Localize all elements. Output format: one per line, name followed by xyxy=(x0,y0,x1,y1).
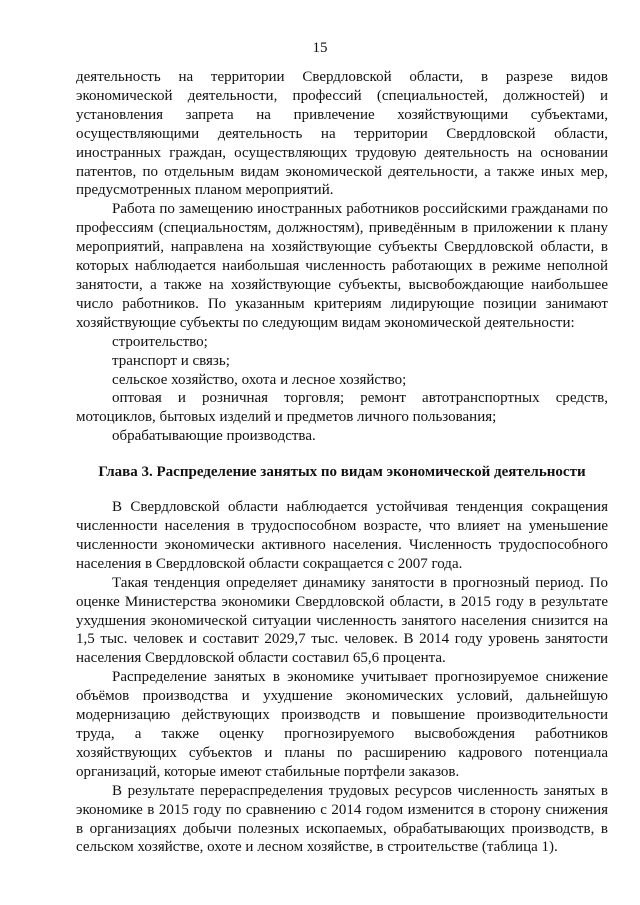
document-body xyxy=(76,68,608,857)
list-item: оптовая и розничная торговля; ремонт автотранспортных средств, мотоциклов, бытовых изделий и предметов личного пользования; xyxy=(76,390,608,426)
list-item: обрабатывающие производства. xyxy=(112,428,316,445)
page-number: 15 xyxy=(312,40,328,56)
chapter-paragraph: В Свердловской области наблюдается устойчивая тенденция сокращения численности населения в трудоспособном возрасте, что влияет на уменьшение численности экономически активного населения. Численность трудоспособного населения в Свердловской области сокращается с 2007 года. xyxy=(76,499,608,572)
list-item: транспорт и связь; xyxy=(112,352,230,369)
chapter-paragraph: Такая тенденция определяет динамику занятости в прогнозный период. По оценке Министерства экономики Свердловской области, в 2015 году в результате ухудшения экономической ситуации численность занятого населения снизится на 1,5 тыс. человек и составит 2029,7 тыс. человек. В 2014 году уровень занятости населения Свердловской области составил 65,6 процента. xyxy=(76,574,608,667)
chapter-paragraph: В результате перераспределения трудовых ресурсов численность занятых в экономике в 2015 году по сравнению с 2014 годом изменится в сторону снижения в организациях добычи полезных ископаемых, обрабатывающих производств, в сельском хозяйстве, охоте и лесном хозяйстве, в строительстве (таблица 1). xyxy=(76,782,608,856)
list-item: сельское хозяйство, охота и лесное хозяйство; xyxy=(112,371,407,388)
chapter-paragraph: Распределение занятых в экономике учитывает прогнозируемое снижение объёмов производства и ухудшение экономических условий, дальнейшую модернизацию действующих производств и повышение производительности труда, а также оценку прогнозируемого высвобождения работников хозяйствующих субъектов и планы по расширению кадрового потенциала организаций, которые имеют стабильные портфели заказов. xyxy=(76,669,608,780)
activity-list xyxy=(76,333,608,446)
work-paragraph: Работа по замещению иностранных работников российскими гражданами по профессиям (специальностям, должностям), приведённым в приложении к плану мероприятий, направлена на хозяйствующие субъекты Свердловской области, в которых наблюдается наибольшая численность работающих в режиме неполной занятости, а также на хозяйствующие субъекты, высвобождающие наибольшее число работников. По указанным критериям лидирующие позиции занимают хозяйствующие субъекты по следующим видам экономической деятельности: xyxy=(76,201,608,331)
list-item: строительство; xyxy=(112,333,208,350)
chapter-heading: Глава 3. Распределение занятых по видам экономической деятельности xyxy=(98,464,586,481)
intro-paragraph: деятельность на территории Свердловской области, в разрезе видов экономической деятельности, профессий (специальностей, должностей) и установления запрета на привлечение хозяйствующими субъектами, осуществляющими деятельность на территории Свердловской области, иностранных граждан, осуществляющих трудовую деятельность на основании патентов, по отдельным видам экономической деятельности, а также иных мер, предусмотренных планом мероприятий. xyxy=(76,69,608,199)
